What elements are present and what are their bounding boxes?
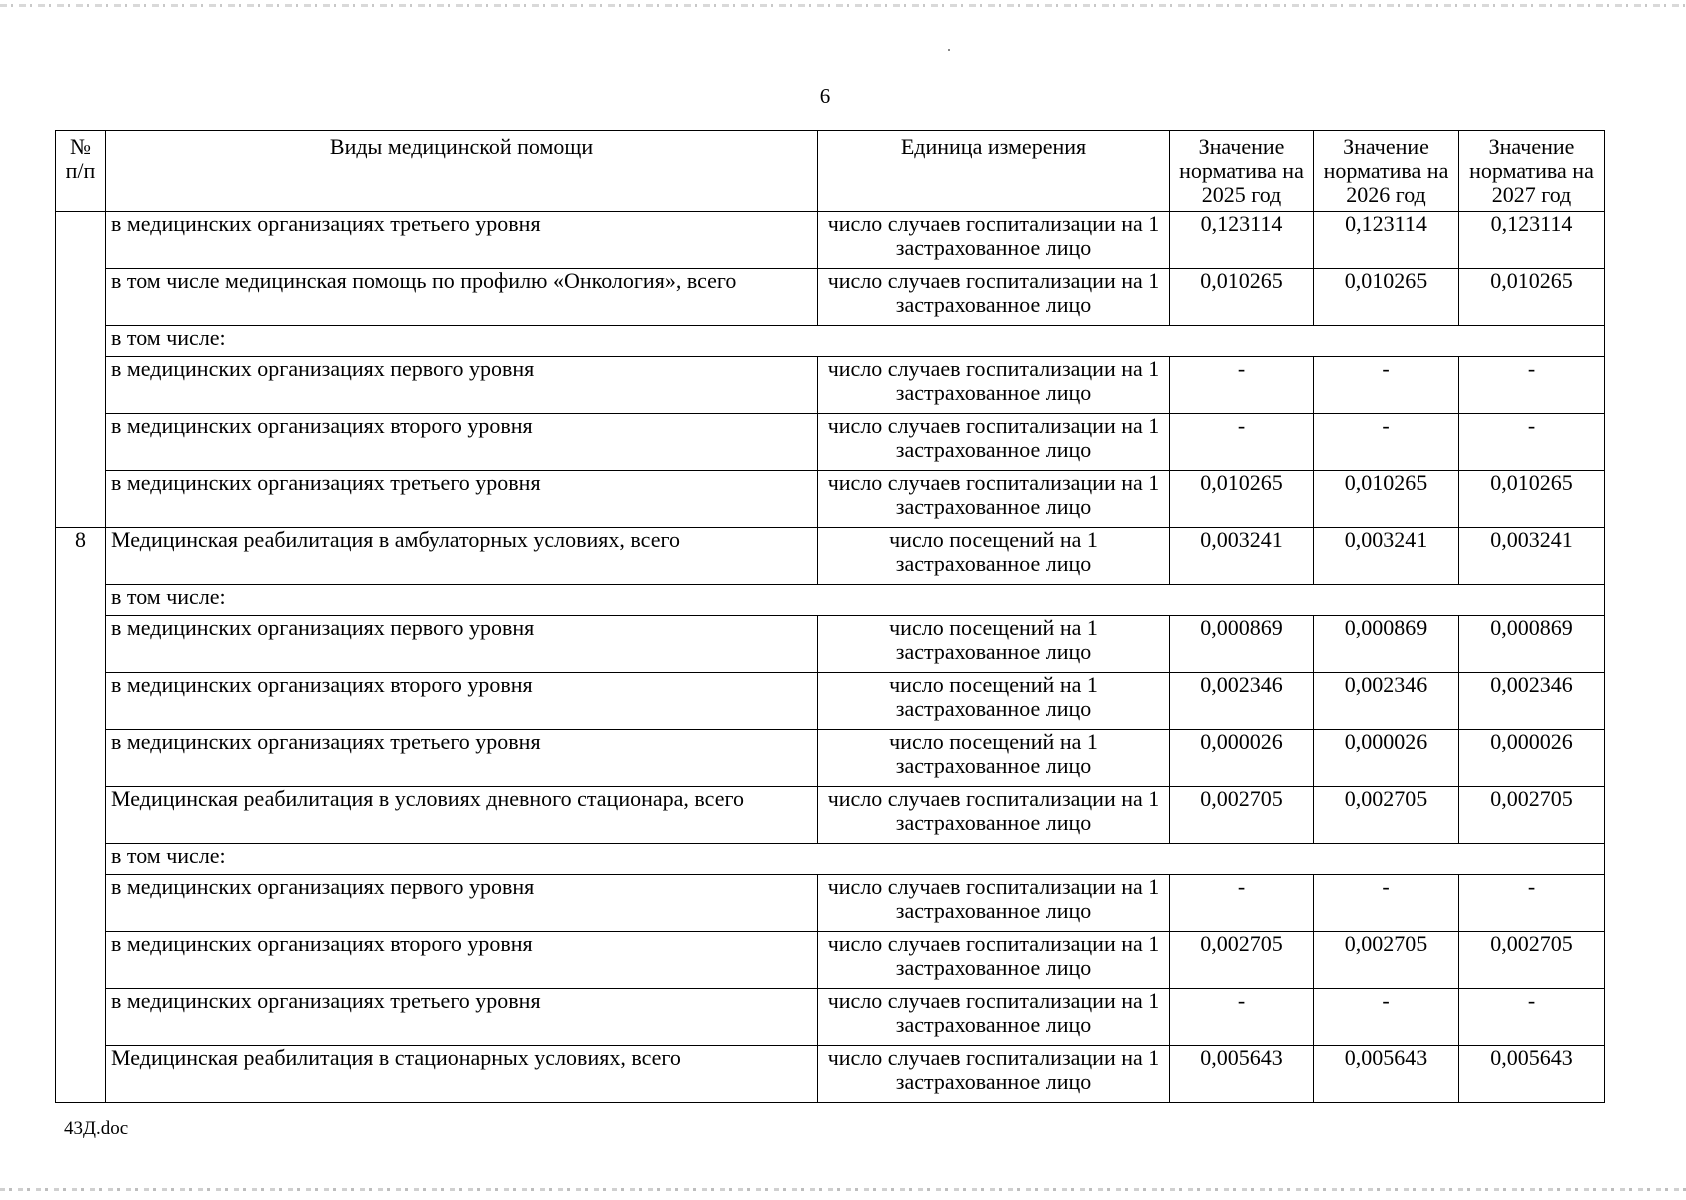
value-2025: 0,002346 [1170, 673, 1314, 730]
unit-of-measure: число случаев госпитализации на 1 застрахованное лицо [818, 787, 1170, 844]
value-2027: 0,010265 [1459, 471, 1605, 528]
value-2025: 0,002705 [1170, 787, 1314, 844]
table-row [56, 212, 1605, 269]
value-2025: 0,003241 [1170, 528, 1314, 585]
row-number [56, 212, 106, 528]
care-type: в медицинских организациях второго уровня [106, 673, 818, 730]
unit-of-measure: число посещений на 1 застрахованное лицо [818, 730, 1170, 787]
care-type: в медицинских организациях третьего уровня [106, 730, 818, 787]
care-type: в том числе медицинская помощь по профилю «Онкология», всего [106, 269, 818, 326]
value-2027: 0,123114 [1459, 212, 1605, 269]
value-2027: - [1459, 989, 1605, 1046]
table-row [56, 528, 1605, 585]
value-2026: 0,010265 [1314, 471, 1459, 528]
value-2026: 0,002705 [1314, 932, 1459, 989]
value-2026: 0,010265 [1314, 269, 1459, 326]
header-2025: Значение норматива на 2025 год [1170, 131, 1314, 212]
page-number: 6 [819, 84, 831, 108]
unit-of-measure: число случаев госпитализации на 1 застрахованное лицо [818, 932, 1170, 989]
table-row [56, 414, 1605, 471]
value-2026: 0,000869 [1314, 616, 1459, 673]
care-type: в медицинских организациях третьего уровня [106, 989, 818, 1046]
value-2027: 0,005643 [1459, 1046, 1605, 1103]
subheader-label: в том числе: [106, 844, 1605, 875]
unit-of-measure: число случаев госпитализации на 1 застрахованное лицо [818, 1046, 1170, 1103]
value-2026: 0,005643 [1314, 1046, 1459, 1103]
table-header-row [56, 131, 1605, 212]
care-type: в медицинских организациях второго уровня [106, 414, 818, 471]
file-name: 43Д.doc [64, 1118, 129, 1139]
value-2026: 0,000026 [1314, 730, 1459, 787]
table-row [56, 989, 1605, 1046]
value-2025: 0,002705 [1170, 932, 1314, 989]
care-type: Медицинская реабилитация в амбулаторных условиях, всего [106, 528, 818, 585]
value-2027: 0,000026 [1459, 730, 1605, 787]
table-row [56, 357, 1605, 414]
unit-of-measure: число случаев госпитализации на 1 застрахованное лицо [818, 212, 1170, 269]
value-2025: 0,005643 [1170, 1046, 1314, 1103]
care-type: Медицинская реабилитация в стационарных условиях, всего [106, 1046, 818, 1103]
table-row [56, 471, 1605, 528]
value-2026: 0,003241 [1314, 528, 1459, 585]
value-2025: - [1170, 357, 1314, 414]
value-2026: 0,002705 [1314, 787, 1459, 844]
value-2027: 0,002705 [1459, 787, 1605, 844]
table-row [56, 787, 1605, 844]
value-2025: - [1170, 989, 1314, 1046]
table-row [56, 673, 1605, 730]
header-2026: Значение норматива на 2026 год [1314, 131, 1459, 212]
unit-of-measure: число случаев госпитализации на 1 застрахованное лицо [818, 471, 1170, 528]
care-type: в медицинских организациях первого уровня [106, 357, 818, 414]
value-2025: 0,123114 [1170, 212, 1314, 269]
value-2025: 0,000869 [1170, 616, 1314, 673]
value-2025: - [1170, 414, 1314, 471]
value-2026: - [1314, 989, 1459, 1046]
care-type: в медицинских организациях третьего уровня [106, 212, 818, 269]
scan-bottom-edge [0, 1188, 1686, 1191]
table-row [56, 875, 1605, 932]
table-body [56, 212, 1605, 1103]
value-2027: - [1459, 357, 1605, 414]
header-type: Виды медицинской помощи [106, 131, 818, 212]
value-2026: - [1314, 414, 1459, 471]
care-type: в медицинских организациях третьего уровня [106, 471, 818, 528]
norms-table [55, 130, 1605, 1103]
value-2027: 0,002705 [1459, 932, 1605, 989]
care-type: в медицинских организациях первого уровня [106, 616, 818, 673]
table-row [56, 269, 1605, 326]
unit-of-measure: число случаев госпитализации на 1 застрахованное лицо [818, 989, 1170, 1046]
subheader-label: в том числе: [106, 326, 1605, 357]
table-row [56, 932, 1605, 989]
care-type: Медицинская реабилитация в условиях дневного стационара, всего [106, 787, 818, 844]
scan-speck [948, 49, 950, 51]
value-2025: 0,010265 [1170, 269, 1314, 326]
care-type: в медицинских организациях первого уровня [106, 875, 818, 932]
value-2027: 0,000869 [1459, 616, 1605, 673]
header-unit: Единица измерения [818, 131, 1170, 212]
unit-of-measure: число посещений на 1 застрахованное лицо [818, 616, 1170, 673]
subheader-row [56, 585, 1605, 616]
value-2026: - [1314, 357, 1459, 414]
value-2027: - [1459, 875, 1605, 932]
unit-of-measure: число случаев госпитализации на 1 застрахованное лицо [818, 414, 1170, 471]
value-2026: 0,123114 [1314, 212, 1459, 269]
header-num: № п/п [56, 131, 106, 212]
header-2027: Значение норматива на 2027 год [1459, 131, 1605, 212]
value-2026: - [1314, 875, 1459, 932]
row-number: 8 [56, 528, 106, 1103]
value-2025: 0,010265 [1170, 471, 1314, 528]
unit-of-measure: число случаев госпитализации на 1 застрахованное лицо [818, 357, 1170, 414]
table-row [56, 616, 1605, 673]
value-2025: - [1170, 875, 1314, 932]
value-2027: 0,003241 [1459, 528, 1605, 585]
subheader-row [56, 844, 1605, 875]
value-2027: 0,002346 [1459, 673, 1605, 730]
care-type: в медицинских организациях второго уровня [106, 932, 818, 989]
value-2025: 0,000026 [1170, 730, 1314, 787]
scan-top-edge [0, 4, 1686, 7]
unit-of-measure: число посещений на 1 застрахованное лицо [818, 528, 1170, 585]
subheader-label: в том числе: [106, 585, 1605, 616]
unit-of-measure: число случаев госпитализации на 1 застрахованное лицо [818, 875, 1170, 932]
table-row [56, 1046, 1605, 1103]
value-2026: 0,002346 [1314, 673, 1459, 730]
value-2027: 0,010265 [1459, 269, 1605, 326]
unit-of-measure: число посещений на 1 застрахованное лицо [818, 673, 1170, 730]
table-row [56, 730, 1605, 787]
unit-of-measure: число случаев госпитализации на 1 застрахованное лицо [818, 269, 1170, 326]
value-2027: - [1459, 414, 1605, 471]
subheader-row [56, 326, 1605, 357]
